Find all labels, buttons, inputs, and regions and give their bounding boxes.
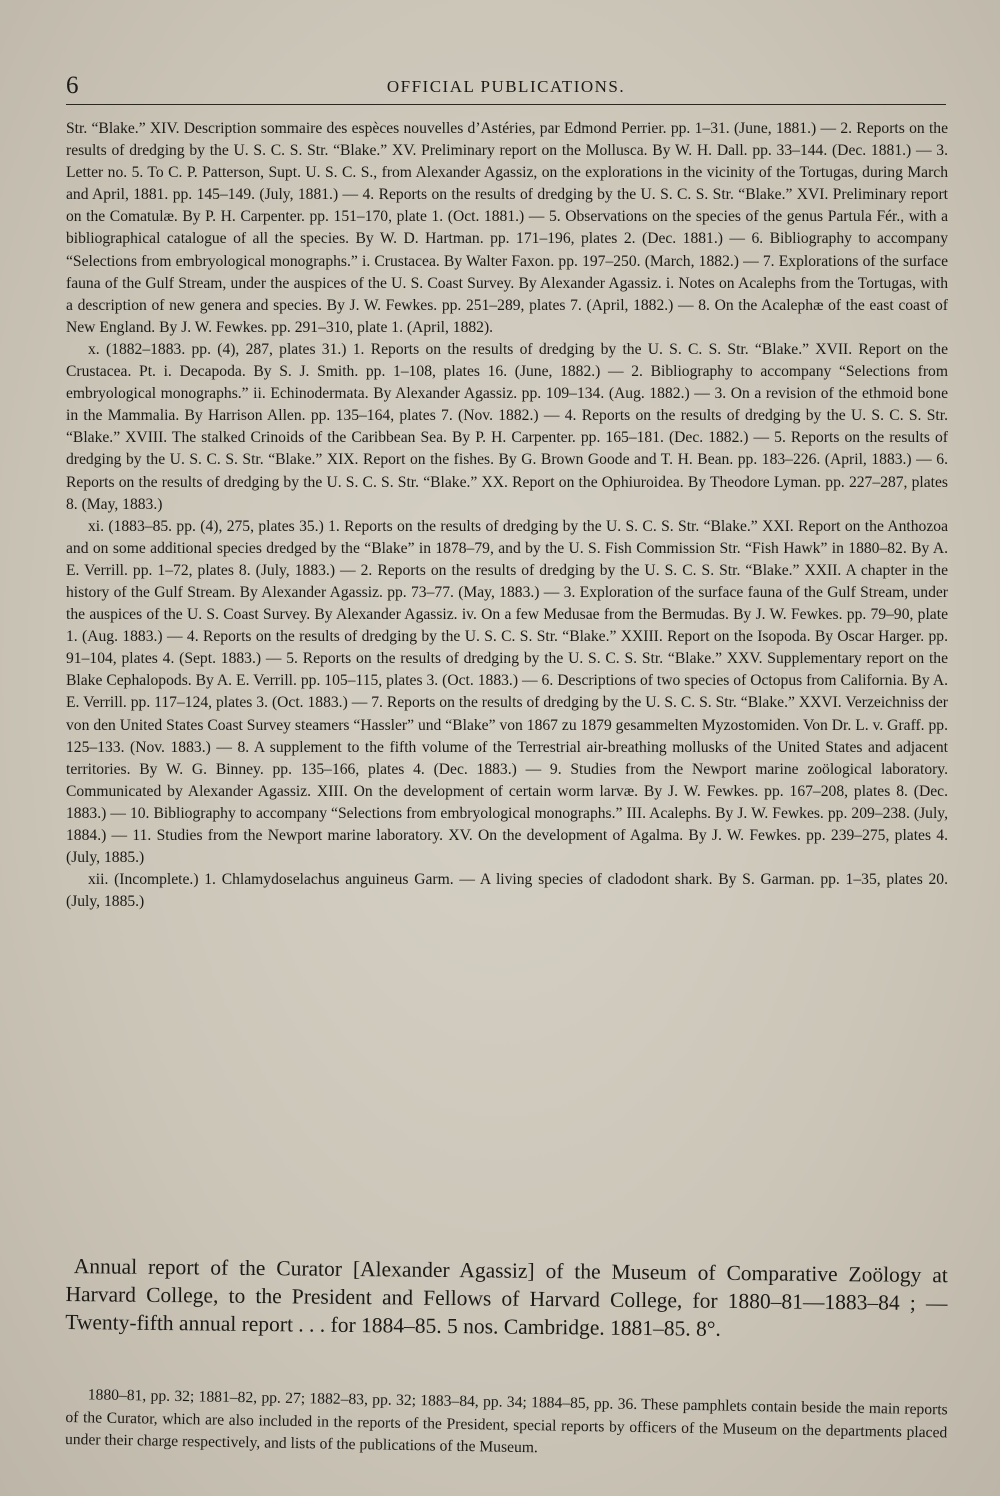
publication-list (66, 118, 948, 913)
annual-report-title: Annual report of the Curator [Alexander Agassiz] of the Museum of Comparative Zoölogy at Harvard College, to the President and Fellows of Harvard College, for 1880–81—1883–84 ; — Twenty-fifth annual report . . . for 1884–85. 5 nos. Cambridge. 1881–85. 8°. (65, 1254, 948, 1341)
vol-xi-entry: xi. (1883–85. pp. (4), 275, plates 35.) 1. Reports on the results of dredging by the U. S. C. S. Str. “Blake.” XXI. Report on the Anthozoa and on some additional species dredged by the “Blake” in 1878–79, and by the U. S. Fish Commission Str. “Fish Hawk” in 1880–82. By A. E. Verrill. pp. 1–72, plates 8. (July, 1883.) — 2. Reports on the results of dredging by the U. S. C. S. Str. “Blake.” XXII. A chapter in the history of the Gulf Stream. By Alexander Agassiz. pp. 73–77. (May, 1883.) — 3. Exploration of the surface fauna of the Gulf Stream, under the auspices of the U. S. Coast Survey. By Alexander Agassiz. iv. On a few Medusae from the Bermudas. By J. W. Fewkes. pp. 79–90, plate 1. (Aug. 1883.) — 4. Reports on the results of dredging by the U. S. C. S. Str. “Blake.” XXIII. Report on the Isopoda. By Oscar Harger. pp. 91–104, plates 4. (Sept. 1883.) — 5. Reports on the results of dredging by the U. S. C. S. Str. “Blake.” XXV. Supplementary report on the Blake Cephalopods. By A. E. Verrill. pp. 105–115, plates 3. (Oct. 1883.) — 6. Descriptions of two species of Octopus from California. By A. E. Verrill. pp. 117–124, plates 3. (Oct. 1883.) — 7. Reports on the results of dredging by the U. S. C. S. Str. “Blake.” XXVI. Verzeichniss der von den United States Coast Survey steamers “Hassler” und “Blake” von 1867 zu 1879 gesammelten Myzostomiden. Von Dr. L. v. Graff. pp. 125–133. (Nov. 1883.) — 8. A supplement to the fifth volume of the Terrestrial air-breathing mollusks of the United States and adjacent territories. By W. G. Binney. pp. 135–166, plates 4. (Dec. 1883.) — 9. Studies from the Newport marine zoölogical laboratory. Communicated by Alexander Agassiz. XIII. On the development of certain worm larvæ. By J. W. Fewkes. pp. 167–208, plates 8. (Dec. 1883.) — 10. Bibliography to accompany “Selections from embryological monographs.” III. Acalephs. By J. W. Fewkes. pp. 209–238. (July, 1884.) — 11. Studies from the Newport marine laboratory. XV. On the development of Agalma. By J. W. Fewkes. pp. 239–275, plates 4. (July, 1885.) (66, 517, 948, 867)
vol-ix-continued: Str. “Blake.” XIV. Description sommaire des espèces nouvelles d’Astéries, par Edmond Perrier. pp. 1–31. (June, 1881.) — 2. Reports on the results of dredging by the U. S. C. S. Str. “Blake.” XV. Preliminary report on the Mollusca. By W. H. Dall. pp. 33–144. (Dec. 1881.) — 3. Letter no. 5. To C. P. Patterson, Supt. U. S. C. S., from Alexander Agassiz, on the explorations in the vicinity of the Tortugas, during March and April, 1881. pp. 145–149. (July, 1881.) — 4. Reports on the results of dredging by the U. S. C. S. Str. “Blake.” XVI. Preliminary report on the Comatulæ. By P. H. Carpenter. pp. 151–170, plate 1. (Oct. 1881.) — 5. Observations on the species of the genus Partula Fér., with a bibliographical catalogue of all the species. By W. D. Hartman. pp. 171–196, plates 2. (Dec. 1881.) — 6. Bibliography to accompany “Selections from embryological monographs.” i. Crustacea. By Walter Faxon. pp. 197–250. (March, 1882.) — 7. Explorations of the surface fauna of the Gulf Stream, under the auspices of the U. S. Coast Survey. By Alexander Agassiz. i. Notes on Acalephs from the Tortugas, with a description of new genera and species. By J. W. Fewkes. pp. 251–289, plates 7. (April, 1882.) — 8. On the Acalephæ of the east coast of New England. By J. W. Fewkes. pp. 291–310, plate 1. (April, 1882). (66, 120, 948, 336)
vol-xii-entry: xii. (Incomplete.) 1. Chlamydoselachus anguineus Garm. — A living species of cladodont shark. By S. Garman. pp. 1–35, plates 20. (July, 1885.) (66, 871, 948, 911)
annual-report-notes-text: 1880–81, pp. 32; 1881–82, pp. 27; 1882–83, pp. 32; 1883–84, pp. 34; 1884–85, pp. 36. These pamphlets contain beside the main reports of the Curator, which are also included in the reports of the President, special reports by officers of the Museum on the departments placed under their charge respectively, and lists of the publications of the Museum. (64, 1386, 948, 1457)
running-head: OFFICIAL PUBLICATIONS. (386, 77, 626, 96)
page-number: 6 (66, 72, 79, 99)
page-header (66, 70, 946, 105)
annual-report-notes (65, 1384, 948, 1467)
vol-x-entry: x. (1882–1883. pp. (4), 287, plates 31.) 1. Reports on the results of dredging by the U. S. C. S. Str. “Blake.” XVII. Report on the Crustacea. Pt. i. Decapoda. By S. J. Smith. pp. 1–108, plates 16. (June, 1882.) — 2. Bibliography to accompany “Selections from embryological monographs.” ii. Echinodermata. By Alexander Agassiz. pp. 109–134. (Aug. 1882.) — 3. On a revision of the ethmoid bone in the Mammalia. By Harrison Allen. pp. 135–164, plates 7. (Nov. 1882.) — 4. Reports on the results of dredging by the U. S. C. S. Str. “Blake.” XVIII. The stalked Crinoids of the Caribbean Sea. By P. H. Carpenter. pp. 165–181. (Dec. 1882.) — 5. Reports on the results of dredging by the U. S. C. S. Str. “Blake.” XIX. Report on the fishes. By G. Brown Goode and T. H. Bean. pp. 183–226. (April, 1883.) — 6. Reports on the results of dredging by the U. S. C. S. Str. “Blake.” XX. Report on the Ophiuroidea. By Theodore Lyman. pp. 227–287, plates 8. (May, 1883.) (66, 340, 948, 513)
annual-report-entry (65, 1252, 948, 1345)
